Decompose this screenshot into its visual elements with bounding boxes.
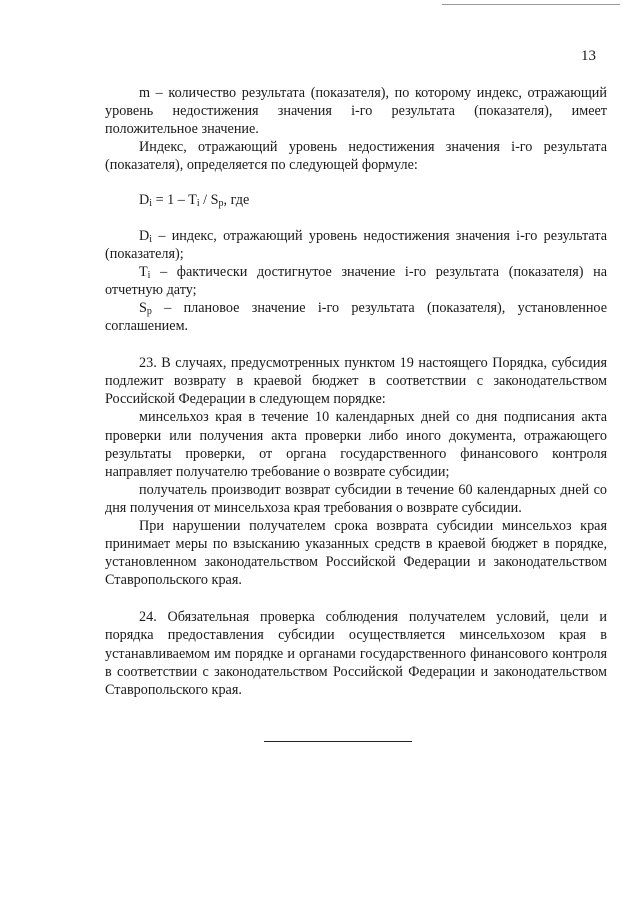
definition-s bbox=[105, 299, 607, 335]
index-intro: Индекс, отражающий уровень недостижения значения i-го результата (показателя), определяется по следующей формуле: bbox=[105, 139, 607, 174]
end-of-document-line bbox=[264, 741, 412, 742]
paragraph-23: 23. В случаях, предусмотренных пунктом 19 настоящего Порядка, субсидия подлежит возврату в краевой бюджет в соответствии с законодательством Российской Федерации в следующем порядке: bbox=[105, 355, 607, 408]
paragraph-23-step-1: минсельхоз края в течение 10 календарных дней со дня подписания акта проверки или получения акта проверки либо иного документа, отражающего результаты проверки, от органа государственного финансового контроля направляет получателю требование о возврате субсидии; bbox=[105, 409, 607, 480]
document-body bbox=[105, 84, 607, 699]
def-subscript: i bbox=[149, 233, 153, 245]
def-text: – плановое значение i-го результата (показателя), установленное соглашением. bbox=[105, 299, 607, 335]
formula-d: D bbox=[139, 192, 150, 209]
paragraph-24: 24. Обязательная проверка соблюдения получателем условий, цели и порядка предоставления субсидии осуществляется минсельхозом края в устанавливаемом им порядке и органами государственного финансового контроля в соответствии с законодательством Российской Федерации и законодательством Ставропольского края. bbox=[105, 609, 607, 698]
formula-s-sub: p bbox=[218, 198, 224, 210]
definition-t bbox=[105, 263, 607, 299]
formula-slash: / S bbox=[199, 192, 219, 209]
page-number: 13 bbox=[581, 48, 596, 64]
formula-d-sub: i bbox=[149, 198, 153, 210]
spacer bbox=[105, 210, 607, 227]
m-definition: m – количество результата (показателя), по которому индекс, отражающий уровень недостижения значения i-го результата (показателя), имеет положительное значение. bbox=[105, 85, 607, 138]
formula bbox=[105, 191, 607, 209]
def-symbol: D bbox=[139, 227, 150, 244]
def-text: – фактически достигнутое значение i-го результата (показателя) на отчетную дату; bbox=[105, 263, 607, 298]
spacer bbox=[105, 335, 607, 354]
paragraph-23-penalty: При нарушении получателем срока возврата субсидии минсельхоз края принимает меры по взысканию указанных средств в краевой бюджет в порядке, установленном законодательством Российской Федерации и законодательством Ставропольского края. bbox=[105, 517, 607, 589]
definition-d bbox=[105, 227, 607, 263]
paragraph-23-step-2: получатель производит возврат субсидии в течение 60 календарных дней со дня получения от минсельхоза края требования о возврате субсидии. bbox=[105, 481, 607, 516]
formula-tail: , где bbox=[223, 192, 250, 209]
def-text: – индекс, отражающий уровень недостижения значения i-го результата (показателя); bbox=[105, 227, 607, 262]
def-subscript: p bbox=[146, 305, 152, 317]
def-symbol: S bbox=[139, 299, 147, 316]
formula-eq: = 1 – T bbox=[152, 192, 197, 209]
spacer bbox=[105, 589, 607, 608]
formula-t-sub: i bbox=[196, 198, 200, 210]
spacer bbox=[105, 174, 607, 191]
top-edge-line bbox=[442, 4, 620, 5]
def-symbol: T bbox=[139, 263, 148, 280]
def-subscript: i bbox=[147, 269, 151, 281]
